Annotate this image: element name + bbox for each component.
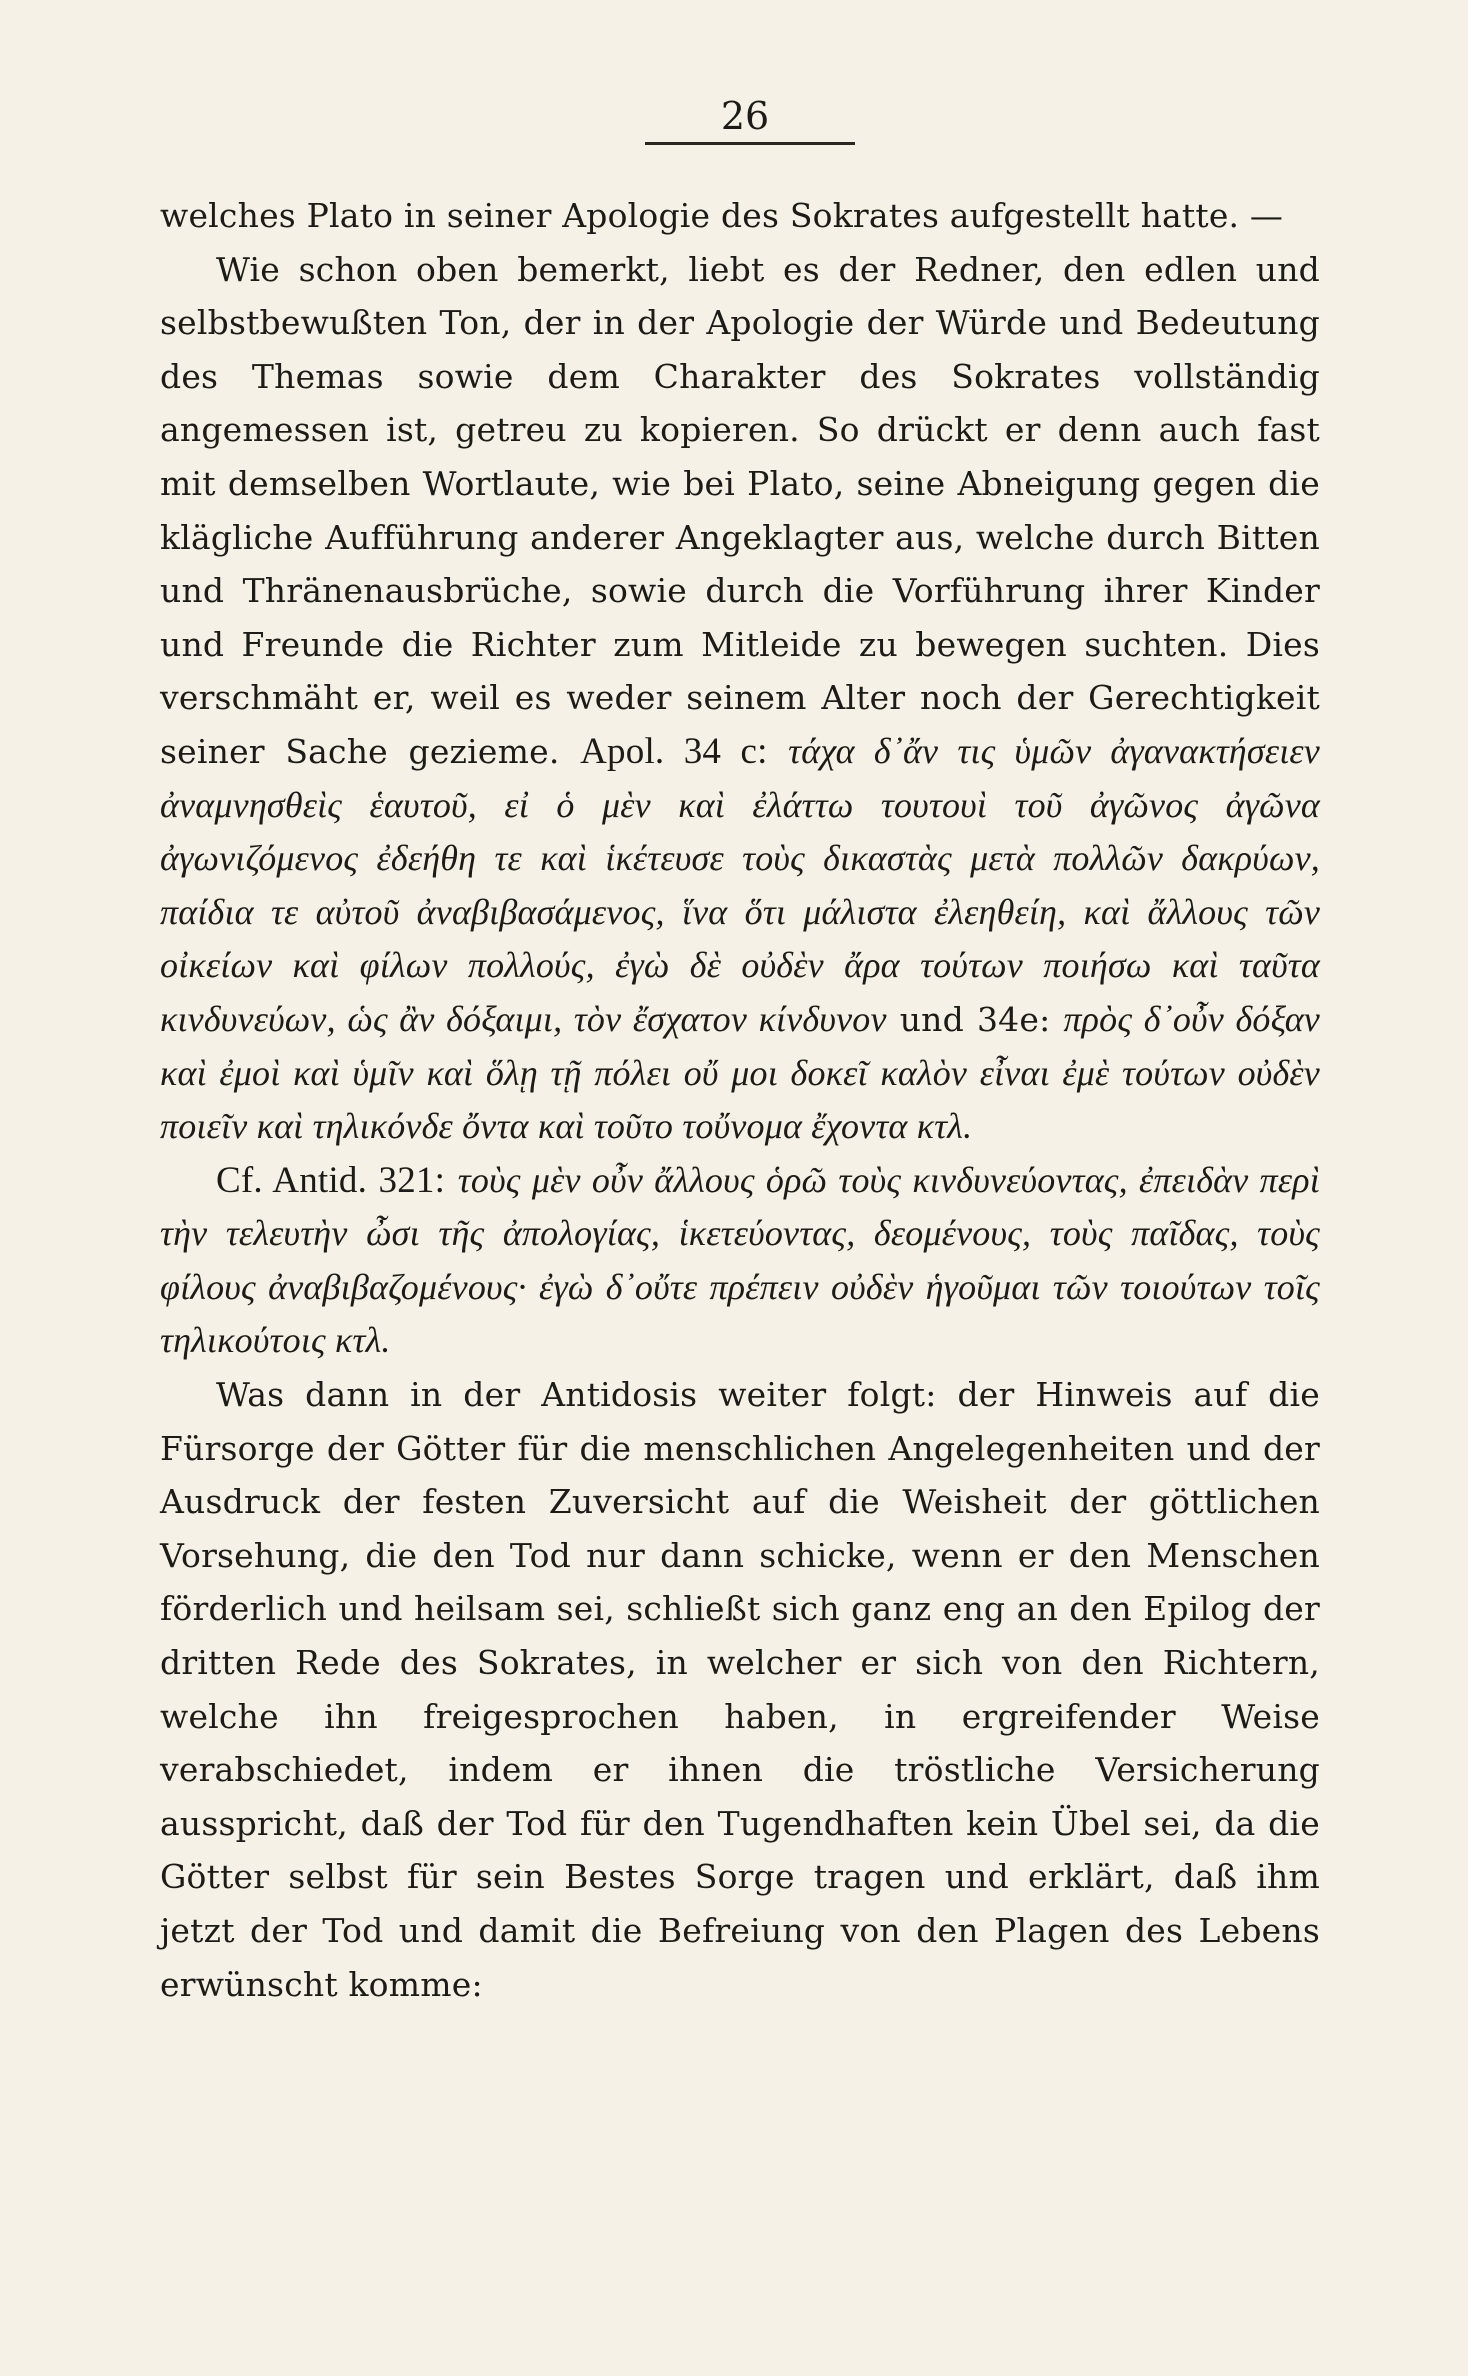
header-rule (645, 142, 855, 145)
body-text (160, 189, 1320, 2011)
citation-antidosis-321: Cf. Antid. 321: (216, 1159, 446, 1201)
citation-apology-34e: 34e: (976, 999, 1051, 1039)
conjunction: und (899, 999, 964, 1039)
paragraph-apology-comparison (160, 243, 1320, 1154)
paragraph-text: Wie schon oben bemerkt, liebt es der Redner, den edlen und selbstbewußten Ton, der in der Apologie der Würde und Bedeutung des Themas sowie dem Charakter des Sokrates vollständig angemessen ist, getreu zu kopieren. So drückt er denn auch fast mit demselben Wortlaute, wie bei Plato, seine Abneigung gegen die klägliche Aufführung anderer Angeklagter aus, welche durch Bitten und Thränenausbrüche, sowie durch die Vorführung ihrer Kinder und Freunde die Richter zum Mitleide zu bewegen suchten. Dies verschmäht er, weil es weder seinem Alter noch der Gerechtigkeit seiner Sache gezieme. (160, 249, 1320, 771)
paragraph-continuation: welches Plato in seiner Apologie des Sokrates aufgestellt hatte. — (160, 196, 1284, 235)
paragraph-epilog-comparison: Was dann in der Antidosis weiter folgt: der Hinweis auf die Fürsorge der Götter für die menschlichen Angelegenheiten und der Ausdruck der festen Zuversicht auf die Weisheit der göttlichen Vorsehung, die den Tod nur dann schicke, wenn er den Menschen förderlich und heilsam sei, schließt sich ganz eng an den Epilog der dritten Rede des Sokrates, in welcher er sich von den Richtern, welche ihn freigesprochen haben, in ergreifender Weise verabschiedet, indem er ihnen die tröstliche Versicherung ausspricht, daß der Tod für den Tugendhaften kein Übel sei, da die Götter selbst für sein Bestes Sorge tragen und erklärt, daß ihm jetzt der Tod und damit die Befreiung von den Plagen des Lebens erwünscht komme: (160, 1375, 1320, 2004)
paragraph-antidosis-citation (160, 1154, 1320, 1368)
page-number: 26 (720, 94, 770, 138)
greek-quotation: τάχα δ᾽ἄν τις ὑμῶν ἀγανακτήσειεν ἀναμνησθεὶς ἑαυτοῦ, εἰ ὁ μὲν καὶ ἐλάττω τουτουὶ τοῦ ἀγῶνος ἀγῶνα ἀγωνιζόμενος ἐδεήθη τε καὶ ἱκέτευσε τοὺς δικαστὰς μετὰ πολλῶν δακρύων, παίδια τε αὐτοῦ ἀναβιβασάμενος, ἵνα ὅτι μάλιστα ἐλεηθείη, καὶ ἄλλους τῶν οἰκείων καὶ φίλων πολλούς, ἐγὼ δὲ οὐδὲν ἄρα τούτων ποιήσω καὶ ταῦτα κινδυνεύων, ὡς ἂν δόξαιμι, τὸν ἔσχατον κίνδυνον (160, 730, 1320, 1039)
citation-apology-34c: Apol. 34 c: (580, 730, 768, 772)
greek-quotation: τοὺς μὲν οὖν ἄλλους ὁρῶ τοὺς κινδυνεύοντας, ἐπειδὰν περὶ τὴν τελευτὴν ὦσι τῆς ἀπολογίας, ἱκετεύοντας, δεομένους, τοὺς παῖδας, τοὺς φίλους ἀναβιβαζομένους· ἐγὼ δ᾽οὔτε πρέπειν οὐδὲν ἡγοῦμαι τῶν τοιούτων τοῖς τηλικούτοις κτλ. (160, 1159, 1320, 1361)
greek-quotation: πρὸς δ᾽οὖν δόξαν καὶ ἐμοὶ καὶ ὑμῖν καὶ ὅλῃ τῇ πόλει οὔ μοι δοκεῖ καλὸν εἶναι ἐμὲ τούτων οὐδὲν ποιεῖν καὶ τηλικόνδε ὄντα καὶ τοῦτο τοὔνομα ἔχοντα κτλ. (160, 998, 1320, 1147)
